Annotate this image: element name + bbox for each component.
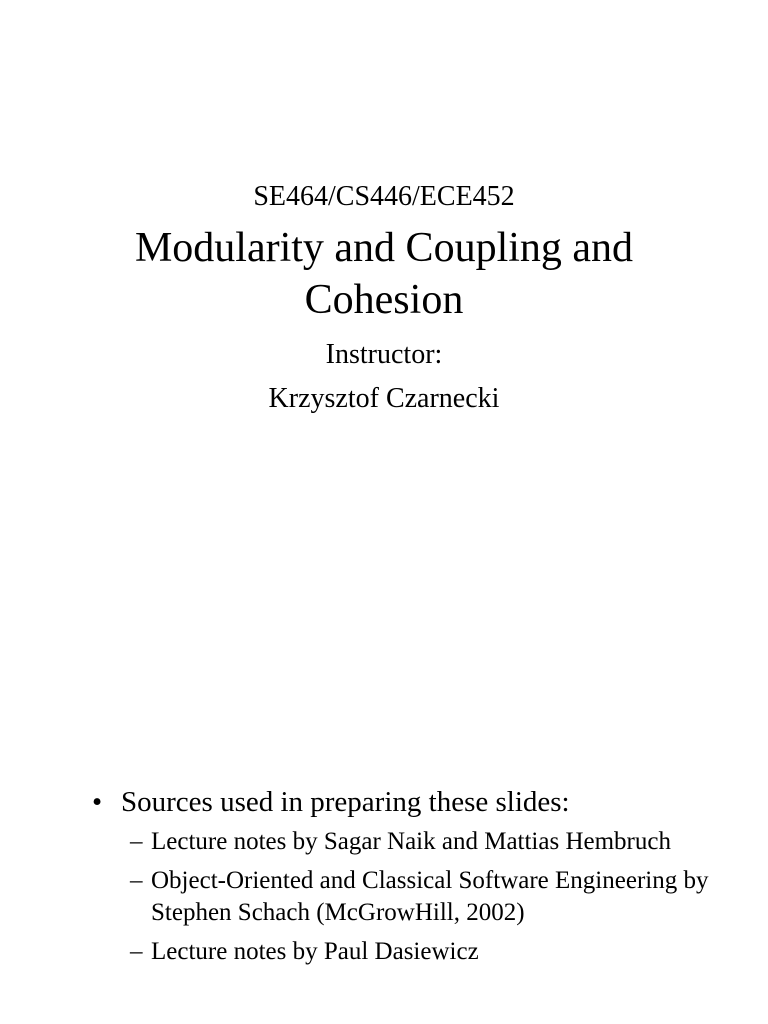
sources-section bbox=[92, 784, 712, 975]
sources-heading: Sources used in preparing these slides: bbox=[121, 786, 570, 818]
slide-title: Modularity and Coupling and Cohesion bbox=[134, 225, 634, 323]
dash-icon: – bbox=[130, 867, 143, 894]
source-item-text: Object-Oriented and Classical Software Engineering by Stephen Schach (McGrowHill, 2002) bbox=[151, 867, 709, 926]
source-item bbox=[130, 936, 712, 968]
bullet-icon: • bbox=[92, 786, 103, 818]
source-item-text: Lecture notes by Sagar Naik and Mattias Hembruch bbox=[151, 828, 671, 855]
instructor-name: Krzysztof Czarnecki bbox=[268, 383, 500, 414]
dash-icon: – bbox=[130, 828, 143, 855]
source-item bbox=[130, 865, 712, 929]
sources-list bbox=[92, 826, 712, 968]
sources-bullet bbox=[92, 784, 712, 820]
source-item-text: Lecture notes by Paul Dasiewicz bbox=[151, 938, 479, 965]
instructor-label: Instructor: bbox=[325, 339, 443, 370]
course-code: SE464/CS446/ECE452 bbox=[253, 181, 515, 212]
dash-icon: – bbox=[130, 938, 143, 965]
source-item bbox=[130, 826, 712, 858]
